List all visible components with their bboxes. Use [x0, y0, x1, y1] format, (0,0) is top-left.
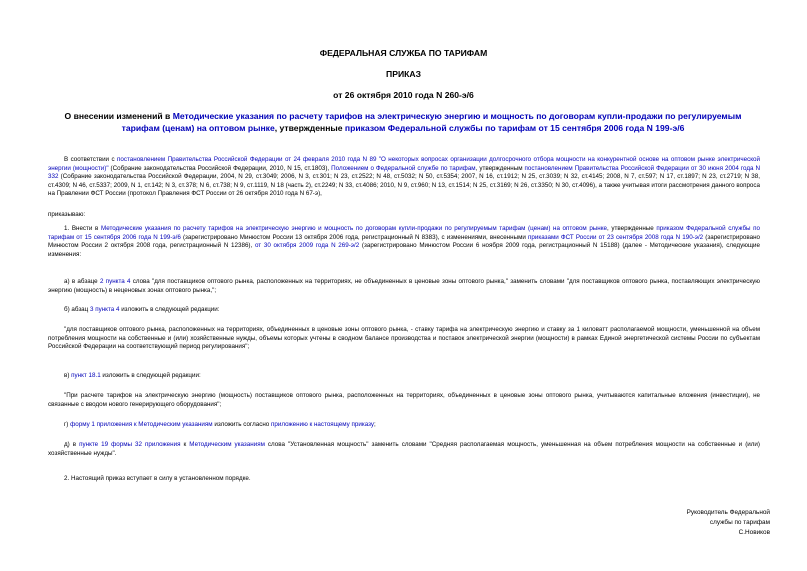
link-guidelines-item1[interactable]: Методические указания по расчету тарифов на электрическую энергию и мощность по договорам купли-продажи по регулируемым тарифам (ценам) на оптовом рынке — [100, 225, 608, 232]
link-point-4-para3[interactable]: 3 пункта 4 — [89, 306, 120, 313]
doc-date-number: от 26 октября 2010 года N 260-э/6 — [333, 90, 474, 100]
quote-2: "При расчете тарифов на электрическую энергию (мощность) поставщиков оптового рынка, расположенных на территориях, объединенных в ценовые зоны оптового рынка, учитываются капитальные вложения (инвестиции), не связанные с вводом нового генерирующего оборудования"; — [48, 392, 760, 408]
subitem-g: г) форму 1 приложения к Методическим указаниям изложить согласно приложению к настоящему приказу; — [64, 421, 376, 428]
item-1-paragraph: 1. Внести в Методические указания по расчету тарифов на электрическую энергию и мощность по договорам купли-продажи по регулируемым тарифам (ценам) на оптовом рынке, утвержденные приказом Федеральной службы по тарифам от 15 сентября 2006 года N 199-э/6 (зарегистрировано Минюстом России 13 октября 2006 года, регистрационный N 8383), с изменениями, внесенными приказами ФСТ России от 23 сентября 2008 года N 190-э/2 (зарегистрировано Минюстом России 2 октября 2008 года, регистрационный N 12386), от 30 октября 2009 года N 269-э/2 (зарегистрировано Минюстом России 6 ноября 2009 года, регистрационный N 15188) (далее - Методические указания), следующие изменения: — [48, 225, 761, 258]
subitem-v: в) пункт 18.1 изложить в следующей редакции: — [64, 372, 201, 379]
subitem-b: б) абзац 3 пункта 4 изложить в следующей редакции: — [64, 306, 220, 313]
link-form-appendix[interactable]: форму 1 приложения к Методическим указаниям — [70, 421, 213, 428]
link-appendix[interactable]: приложению к настоящему приказу — [271, 421, 375, 428]
subitem-d: д) в пункте 19 формы 32 приложения к Методическим указаниям слова "Установленная мощность" заменить словами "Средняя располагаемая мощность, уменьшенная на объем потребления мощности на собственные и (или) хозяйственные нужды". — [48, 441, 760, 457]
doc-type: ПРИКАЗ — [386, 69, 421, 79]
link-2009-order[interactable]: от 30 октября 2009 года N 269-э/2 — [254, 242, 360, 250]
link-method-guidelines[interactable]: Методические указания по расчету тарифов на электрическую энергию и мощность по договорам купли-продажи по регулируемым тарифам (ценам) на оптовом рынке — [121, 111, 742, 133]
order-label: приказываю: — [48, 211, 86, 218]
signer-name: С.Новиков — [738, 528, 770, 536]
link-fst-order-item1[interactable]: приказом Федеральной службы по тарифам от 15 сентября 2006 года N 199-э/6 — [48, 225, 761, 241]
item-2-paragraph: 2. Настоящий приказ вступает в силу в установленном порядке. — [64, 475, 251, 482]
signer-position-1: Руководитель Федеральной — [686, 509, 770, 516]
link-point-18-1[interactable]: пункт 18.1 — [71, 372, 101, 379]
signer-position-2: службы по тарифам — [709, 518, 770, 526]
doc-title: О внесении изменений в Методические указания по расчету тарифов на электрическую энергию и мощность по договорам купли-продажи по регулируемым тарифам (ценам) на оптовом рынке, утвержденные приказом Федеральной службы по тарифам от 15 сентября 2006 года N 199-э/6 — [64, 111, 742, 133]
preamble-paragraph: В соответствии с постановлением Правительства Российской Федерации от 24 февраля 2010 года N 89 "О некоторых вопросах организации долгосрочного отбора мощности на конкурентной основе на оптовом рынке электрической энергии (мощности)" (Собрание законодательства Российской Федерации, 2010, N 15, ст.1803), Положением о Федеральной службе по тарифам, утвержденным постановлением Правительства Российской Федерации от 30 июня 2004 года N 332 (Собрание законодательства Российской Федерации, 2004, N 29, ст.3049; 2006, N 3, ст.301; N 23, ст.2522; N 48, ст.5032; N 50, ст.5354; 2007, N 16, ст.1912; N 25, ст.3039; N 32, ст.4145; 2008, N 7, ст.597; N 17, ст.1897; N 23, ст.2719; N 38, ст.4309; N 46, ст.5337; 2009, N 1, ст.142; N 3, ст.378; N 6, ст.738; N 9, ст.1119, N 18 (часть 2), ст.2249; N 33, ст.4086; 2010, N 9, ст.960; N 13, ст.1514; N 25, ст.3169; N 26, ст.3350; N 30, ст.4096), а также учитывая итоги рассмотрения данного вопроса на Правлении ФСТ России (протокол Правления ФСТ России от 26 октября 2010 года N 67-э), — [48, 156, 760, 198]
quote-1: "для поставщиков оптового рынка, расположенных на территориях, объединенных в ценовые зоны оптового рынка, - ставку тарифа на электрическую энергию и ставку за 1 киловатт располагаемой мощности, уменьшенной на объем потребления мощности на собственные и (или) хозяйственные нужды, объемы которых учтены в сводном балансе производства и поставок электрической энергии (мощности) в рамках Единой энергетической системы России по субъектам Российской Федерации на соответствующий период регулирования"; — [48, 326, 760, 351]
link-point-19[interactable]: пункте 19 формы 32 приложения — [79, 441, 181, 448]
agency-header: ФЕДЕРАЛЬНАЯ СЛУЖБА ПО ТАРИФАМ — [319, 48, 488, 58]
link-regulation-fst[interactable]: Положением о Федеральной службе по тарифам — [331, 164, 476, 172]
signature-block — [620, 508, 770, 537]
link-gov-resolution-2004[interactable]: постановлением Правительства Российской Федерации от 30 июня 2004 года N 332 — [48, 164, 760, 181]
link-fst-orders-2008[interactable]: приказами ФСТ России от 23 сентября 2008 года N 190-э/2 — [527, 233, 704, 241]
subitem-a: а) в абзаце 2 пункта 4 слова "для поставщиков оптового рынка, расположенных на территориях, не объединенных в ценовые зоны оптового рынка," заменить словами "для поставщиков оптового рынка, поставляющих электрическую энергию (мощность) в неценовых зонах оптового рынка,"; — [48, 278, 760, 294]
link-guidelines-d[interactable]: Методическим указаниям — [189, 441, 265, 448]
link-fst-order[interactable]: приказом Федеральной службы по тарифам от 15 сентября 2006 года N 199-э/6 — [344, 122, 685, 133]
link-gov-resolution[interactable]: постановлением Правительства Российской Федерации от 24 февраля 2010 года N 89 "О некоторых вопросах организации долгосрочного отбора мощности на конкурентной основе на оптовом рынке электрической энергии (мощности)" — [48, 156, 760, 172]
link-point-4[interactable]: 2 пункта 4 — [99, 278, 131, 285]
